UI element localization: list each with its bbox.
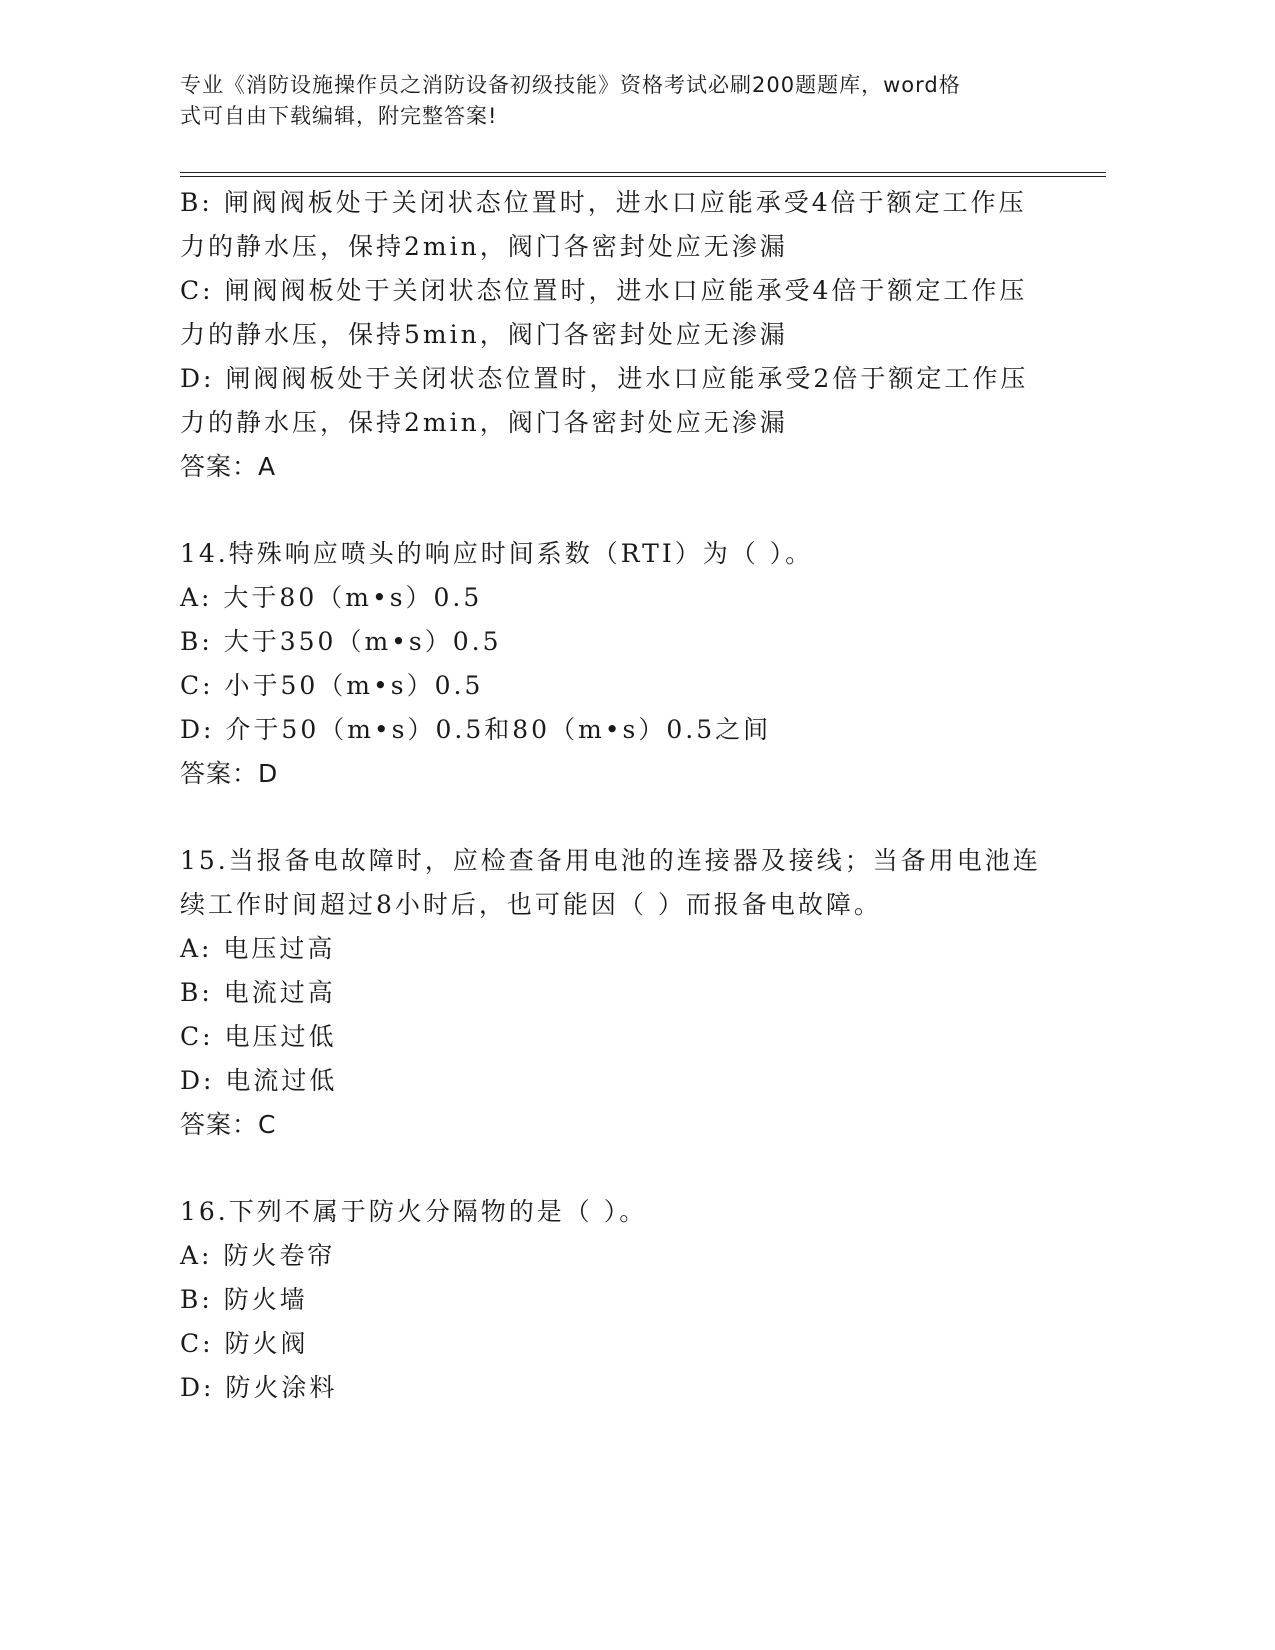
q16-option-c: C: 防火阀 <box>180 1329 309 1358</box>
header-divider-bottom <box>180 176 1106 177</box>
q13-answer: 答案：A <box>180 452 277 481</box>
q15-option-d: D: 电流过低 <box>180 1066 338 1095</box>
q13-option-d-line-2: 力的静水压，保持2min，阀门各密封处应无渗漏 <box>180 408 788 437</box>
q16-question: 16.下列不属于防火分隔物的是（ ）。 <box>180 1197 648 1226</box>
q14-option-d: D: 介于50（m•s）0.5和80（m•s）0.5之间 <box>180 715 772 744</box>
q14-option-c: C: 小于50（m•s）0.5 <box>180 671 484 700</box>
q14-answer: 答案：D <box>180 759 279 788</box>
q15-answer: 答案：C <box>180 1110 277 1139</box>
q15-question-line-2: 续工作时间超过8小时后，也可能因（ ）而报备电故障。 <box>180 890 882 919</box>
q14-option-a: A: 大于80（m•s）0.5 <box>180 583 483 612</box>
q13-option-c-line-2: 力的静水压，保持5min，阀门各密封处应无渗漏 <box>180 320 788 349</box>
question-13-block <box>180 183 1080 491</box>
header-line-1: 专业《消防设施操作员之消防设备初级技能》资格考试必刷200题题库，word格 <box>180 73 961 97</box>
question-15-block <box>180 841 1080 1149</box>
q14-question: 14.特殊响应喷头的响应时间系数（RTI）为（ ）。 <box>180 539 814 568</box>
header-divider-top <box>180 172 1106 173</box>
q14-option-b: B: 大于350（m•s）0.5 <box>180 627 502 656</box>
q13-option-c-line-1: C: 闸阀阀板处于关闭状态位置时，进水口应能承受4倍于额定工作压 <box>180 276 1028 305</box>
header-line-2: 式可自由下载编辑，附完整答案! <box>180 104 498 128</box>
question-16-block <box>180 1192 1080 1412</box>
q15-option-c: C: 电压过低 <box>180 1022 337 1051</box>
q15-question-line-1: 15.当报备电故障时，应检查备用电池的连接器及接线；当备用电池连 <box>180 846 1041 875</box>
document-header <box>180 70 1040 132</box>
q13-option-b-line-2: 力的静水压，保持2min，阀门各密封处应无渗漏 <box>180 232 788 261</box>
q16-option-b: B: 防火墙 <box>180 1285 308 1314</box>
q15-option-b: B: 电流过高 <box>180 978 336 1007</box>
question-content <box>180 183 1080 1412</box>
q16-option-d: D: 防火涂料 <box>180 1373 338 1402</box>
question-14-block <box>180 534 1080 798</box>
q16-option-a: A: 防火卷帘 <box>180 1241 336 1270</box>
q13-option-d-line-1: D: 闸阀阀板处于关闭状态位置时，进水口应能承受2倍于额定工作压 <box>180 364 1029 393</box>
q13-option-b-line-1: B: 闸阀阀板处于关闭状态位置时，进水口应能承受4倍于额定工作压 <box>180 188 1027 217</box>
q15-option-a: A: 电压过高 <box>180 934 336 963</box>
